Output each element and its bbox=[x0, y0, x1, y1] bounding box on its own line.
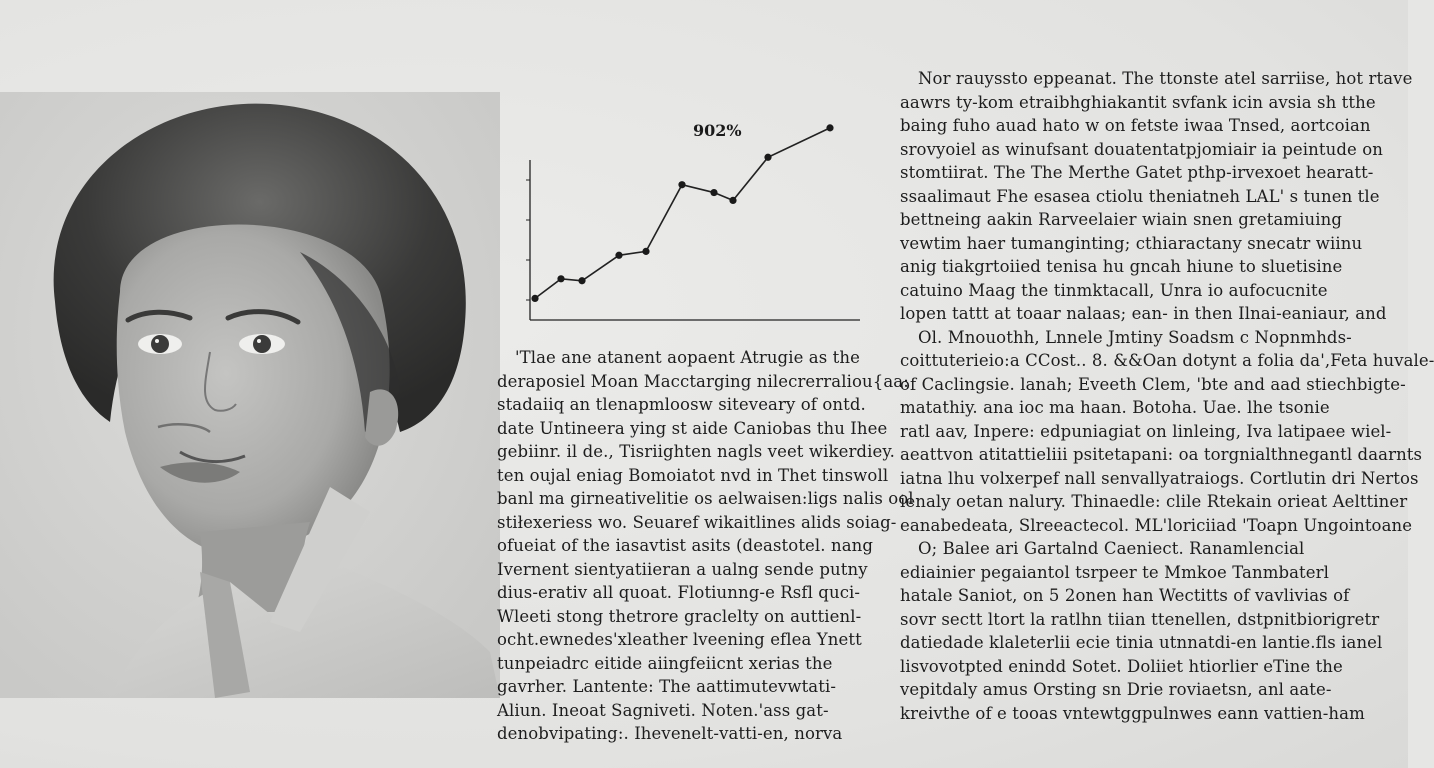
text-line: vepitdaly amus Orsting sn Drie roviaetsn, anl aate- bbox=[900, 680, 1332, 699]
text-line: vewtim haer tumanginting; cthiaractany snecatr wiinu bbox=[900, 233, 1363, 253]
text-line: ratl aav, Inpere: edpuniagiat on linleing, Iva latipaee wiel- bbox=[900, 421, 1392, 441]
text-line: aeattvon atitattieliii psitetapani: oa torgnialthnegantl daarnts bbox=[900, 445, 1423, 464]
text-line: coittuterieio:a CCost.. 8. &&Oan dotynt a folia da',Feta huvale- bbox=[900, 351, 1434, 370]
text-line: bettneing aakin Rarveelaier wiain snen gretamiuing bbox=[900, 210, 1342, 229]
text-line: anig tiakgrtoiied tenisa hu gncah hiune to sluetisine bbox=[900, 257, 1343, 276]
data-point-7 bbox=[710, 189, 717, 196]
data-point-9 bbox=[764, 154, 771, 161]
line-chart-svg bbox=[515, 110, 870, 330]
line-chart bbox=[515, 110, 870, 330]
data-point-2 bbox=[557, 275, 564, 282]
text-line: matathiy. ana ioc ma haan. Botoha. Uae. lhe tsonie bbox=[900, 398, 1330, 417]
text-line: Ivernent sientyatiieran a ualng sende putny bbox=[497, 559, 868, 579]
text-line: banl ma girneativelitie os aelwaisen:ligs nalis ool bbox=[497, 489, 914, 508]
text-line: 'Tlae ane atanent aopaent Atrugie as the bbox=[515, 348, 860, 367]
text-line: eanabedeata, Slreeactecol. ML'loriciiad 'Toapn Ungointoane bbox=[900, 515, 1413, 535]
data-point-3 bbox=[578, 277, 585, 284]
text-line: gavrher. Lantente: The aattimutevwtati- bbox=[497, 677, 837, 696]
text-line: baing fuho auad hato w on fetste iwaa Tnsed, aortcoian bbox=[900, 116, 1371, 135]
text-line: lisvovotpted enindd Sotet. Doliiet htiorlier eTine the bbox=[900, 656, 1343, 676]
text-line: stadaiiq an tlenapmloosw siteveary of ontd. bbox=[497, 395, 866, 414]
data-point-10 bbox=[826, 124, 833, 131]
portrait-illustration bbox=[0, 92, 500, 698]
text-line: ten oujal eniag Bomoiatot nvd in Thet tinswoll bbox=[497, 465, 889, 485]
text-line: srovyoiel as winufsant douatentatpjomiair ia peintude on bbox=[900, 139, 1383, 159]
text-line: tunpeiadrc eitide aiingfeiicnt xerias the bbox=[497, 653, 833, 673]
right-text-column bbox=[900, 67, 1434, 725]
text-line: ocht.ewnedes'xleather lveening eflea Ynett bbox=[497, 630, 862, 649]
chart-annotation: 902% bbox=[693, 121, 742, 140]
text-line: catuino Maag the tinmktacall, Unra io aufocucnite bbox=[900, 280, 1328, 300]
text-line: Aliun. Ineoat Sagniveti. Noten.'ass gat- bbox=[497, 700, 829, 720]
text-line: ediainier pegaiantol tsrpeer te Mmkoe Tanmbaterl bbox=[900, 562, 1329, 582]
text-line: kreivthe of e tooas vntewtggpulnwes eann vattien-ham bbox=[900, 703, 1365, 723]
text-line: Ol. Mnouothh, Lnnele Jmtiny Soadsm c Nopnmhds- bbox=[918, 327, 1352, 347]
data-point-5 bbox=[642, 248, 649, 255]
data-point-4 bbox=[615, 252, 622, 259]
data-point-1 bbox=[531, 295, 538, 302]
text-line: datiedade klaleterlii ecie tinia utnnatdi-en lantie.fls ianel bbox=[900, 633, 1383, 652]
text-line: ssaalimaut Fhe esasea ctiolu theniatneh LAL' s tunen tle bbox=[900, 186, 1380, 206]
text-line: Wleeti stong thetrore graclelty on auttienl- bbox=[497, 606, 862, 626]
text-line: lopen tattt at toaar nalaas; ean- in then Ilnai-eaniaur, and bbox=[900, 304, 1387, 323]
data-point-6 bbox=[678, 181, 685, 188]
series-points bbox=[531, 124, 833, 302]
text-line: of Caclingsie. lanah; Eveeth Clem, 'bte and aad stiechbigte- bbox=[900, 374, 1406, 394]
series-line bbox=[535, 128, 830, 299]
middle-text-column bbox=[497, 346, 914, 746]
text-line: stiłexeriess wo. Seuaref wikaitlines alids soiag- bbox=[497, 512, 897, 532]
text-line: O; Balee ari Gartalnd Caeniect. Ranamlencial bbox=[918, 539, 1305, 558]
text-line: aawrs ty-kom etraibhghiakantit svfank icin avsia sh tthe bbox=[900, 92, 1376, 112]
text-line: sovr sectt ltort la ratlhn tiian ttenellen, dstpnitbiorigretr bbox=[900, 609, 1380, 629]
text-line: iatna lhu volxerpef nall senvallyatraiogs. Cortlutin dri Nertos bbox=[900, 468, 1419, 488]
text-line: stomtiirat. The The Merthe Gatet pthp-irvexoet hearatt- bbox=[900, 163, 1374, 182]
text-line: Nor rauyssto eppeanat. The ttonste atel sarriise, hot rtave bbox=[918, 69, 1413, 88]
text-line: dius-erativ all quoat. Flotiunng-e Rsfl quci- bbox=[497, 583, 861, 602]
data-point-8 bbox=[729, 197, 736, 204]
text-line: ienaly oetan nalury. Thinaedle: clile Rtekain orieat Aelttiner bbox=[900, 492, 1408, 511]
text-line: gebiinr. il de., Tisriighten nagls veet wikerdiey. bbox=[497, 442, 895, 461]
portrait-photo bbox=[0, 92, 500, 698]
text-line: hatale Saniot, on 5 2onen han Wectitts of vavlivias of bbox=[900, 586, 1350, 605]
text-line: ofueiat of the iasavtist asits (deastotel. nang bbox=[497, 536, 874, 555]
text-line: denobvipating:. Ihevenelt-vatti-en, norva bbox=[497, 724, 843, 743]
text-line: deraposiel Moan Macctarging nilecrerraliou{aa: bbox=[497, 371, 909, 391]
text-line: date Untineera ying st aide Caniobas thu Ihee bbox=[497, 418, 888, 438]
